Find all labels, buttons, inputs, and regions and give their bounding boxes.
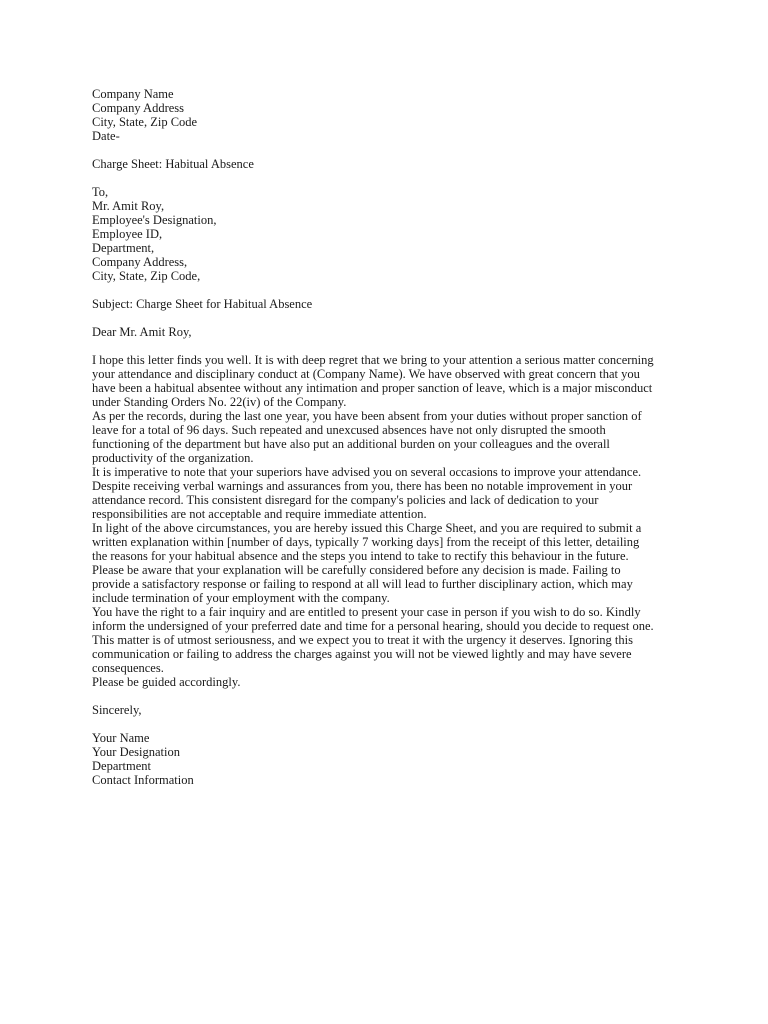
recipient-company-address: Company Address, — [92, 255, 188, 269]
body-line: your attendance and disciplinary conduct at (Company Name). We have observed with great concern that you — [92, 367, 640, 381]
body-line: written explanation within [number of days, typically 7 working days] from the receipt of this letter, detailing — [92, 535, 640, 549]
subject-block — [92, 297, 676, 311]
body-paragraph — [92, 633, 676, 675]
body-line: As per the records, during the last one year, you have been absent from your duties without proper sanction of — [92, 409, 642, 423]
sender-company-address: Company Address — [92, 101, 185, 115]
recipient-department: Department, — [92, 241, 155, 255]
sender-city-state-zip: City, State, Zip Code — [92, 115, 198, 129]
body-line: Please be guided accordingly. — [92, 675, 241, 689]
subject-line: Subject: Charge Sheet for Habitual Absence — [92, 297, 313, 311]
body-paragraph — [92, 521, 676, 563]
body-paragraph — [92, 675, 676, 689]
body-line: You have the right to a fair inquiry and are entitled to present your case in person if you wish to do so. Kindly — [92, 605, 641, 619]
body-line: I hope this letter finds you well. It is with deep regret that we bring to your attention a serious matter concerning — [92, 353, 654, 367]
body-paragraph — [92, 465, 676, 521]
body-paragraph — [92, 353, 676, 409]
body-paragraph — [92, 605, 676, 633]
body-line: This matter is of utmost seriousness, and we expect you to treat it with the urgency it deserves. Ignoring this — [92, 633, 633, 647]
letter-title: Charge Sheet: Habitual Absence — [92, 157, 254, 171]
letter-document — [92, 87, 676, 787]
body-line: consequences. — [92, 661, 164, 675]
body-line: leave for a total of 96 days. Such repeated and unexcused absences have not only disrupted the smooth — [92, 423, 606, 437]
signature-contact: Contact Information — [92, 773, 194, 787]
body-line: In light of the above circumstances, you are hereby issued this Charge Sheet, and you are required to submit a — [92, 521, 642, 535]
sender-company-name: Company Name — [92, 87, 174, 101]
body-line: productivity of the organization. — [92, 451, 254, 465]
recipient-block — [92, 185, 676, 283]
recipient-name: Mr. Amit Roy, — [92, 199, 165, 213]
body-line: Please be aware that your explanation will be carefully considered before any decision is made. Failing to — [92, 563, 621, 577]
body-line: responsibilities are not acceptable and require immediate attention. — [92, 507, 427, 521]
recipient-designation: Employee's Designation, — [92, 213, 217, 227]
body-line: functioning of the department but have also put an additional burden on your colleagues and the overall — [92, 437, 610, 451]
body-line: include termination of your employment with the company. — [92, 591, 390, 605]
body-line: the reasons for your habitual absence and the steps you intend to take to rectify this behaviour in the future. — [92, 549, 629, 563]
recipient-to: To, — [92, 185, 109, 199]
salutation: Dear Mr. Amit Roy, — [92, 325, 192, 339]
signature-department: Department — [92, 759, 152, 773]
salutation-block — [92, 325, 676, 339]
body-line: under Standing Orders No. 22(iv) of the Company. — [92, 395, 347, 409]
body-line: communication or failing to address the charges against you will not be viewed lightly and may have severe — [92, 647, 632, 661]
signature-name: Your Name — [92, 731, 150, 745]
body-line: attendance record. This consistent disregard for the company's policies and lack of dedication to your — [92, 493, 599, 507]
body-paragraph — [92, 563, 676, 605]
body-line: It is imperative to note that your superiors have advised you on several occasions to improve your attendance. — [92, 465, 642, 479]
sender-block — [92, 87, 676, 143]
letter-title-block — [92, 157, 676, 171]
letter-date: Date- — [92, 129, 120, 143]
body-line: Despite receiving verbal warnings and assurances from you, there has been no notable improvement in your — [92, 479, 633, 493]
letter-body — [92, 353, 676, 689]
closing-block — [92, 703, 676, 717]
body-line: provide a satisfactory response or failing to respond at all will lead to further disciplinary action, which may — [92, 577, 633, 591]
body-line: have been a habitual absentee without any intimation and proper sanction of leave, which is a major misconduct — [92, 381, 653, 395]
body-line: inform the undersigned of your preferred date and time for a personal hearing, should you decide to request one. — [92, 619, 654, 633]
body-paragraph — [92, 409, 676, 465]
recipient-employee-id: Employee ID, — [92, 227, 163, 241]
recipient-city-state-zip: City, State, Zip Code, — [92, 269, 201, 283]
signature-block — [92, 731, 676, 787]
closing: Sincerely, — [92, 703, 142, 717]
signature-designation: Your Designation — [92, 745, 180, 759]
